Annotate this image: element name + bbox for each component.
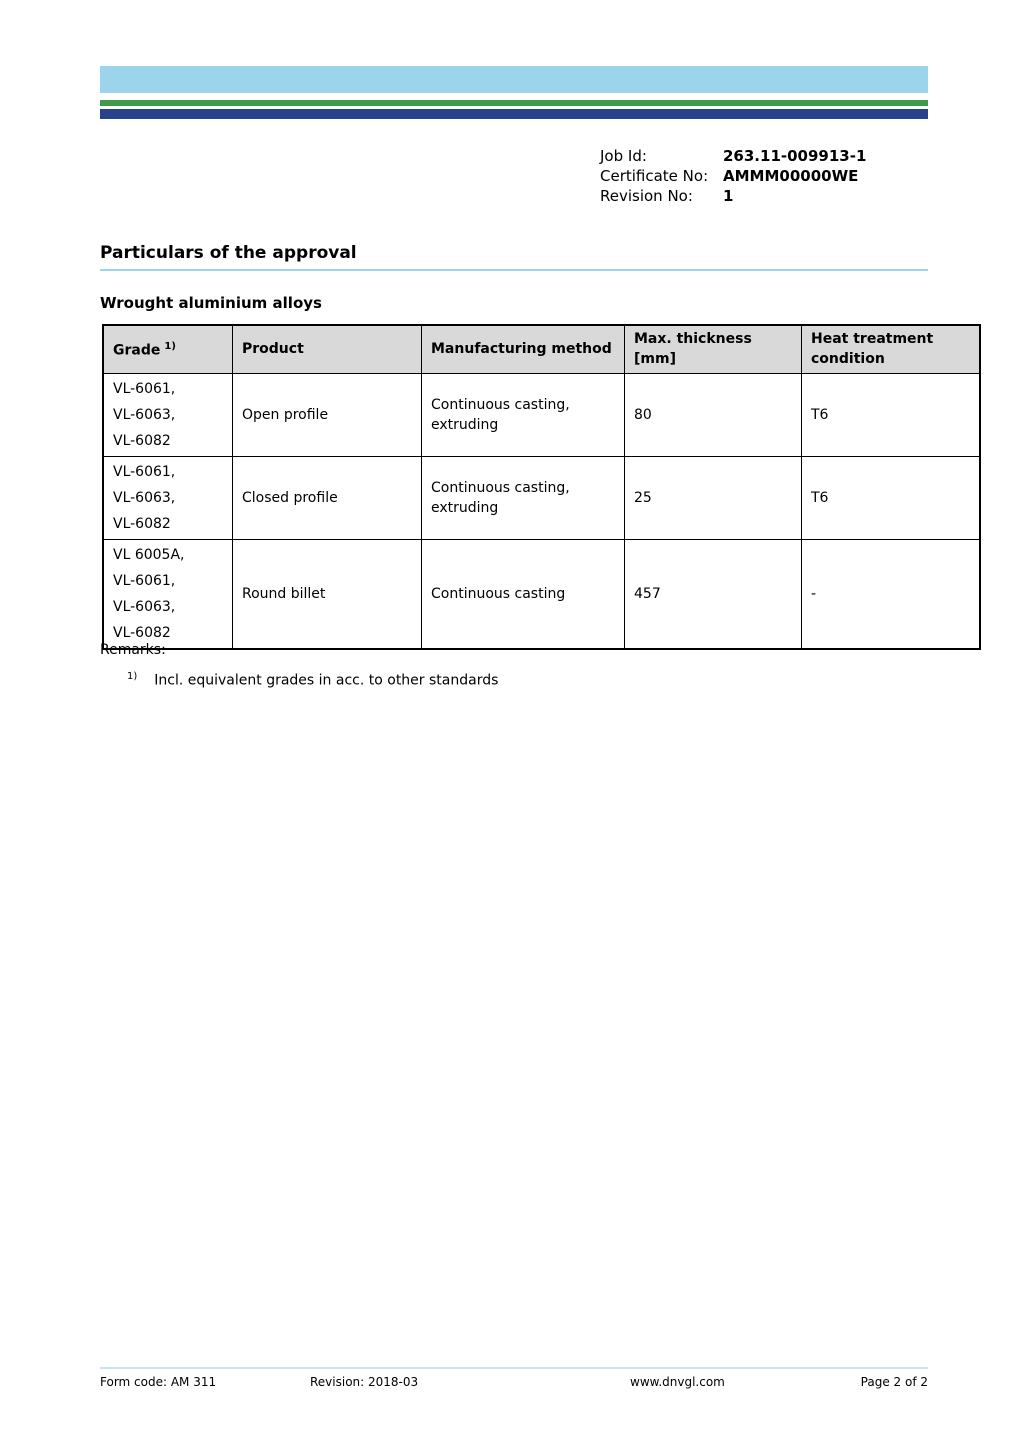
brand-bar-light-blue (100, 66, 928, 93)
grade-line: VL 6005A, (113, 546, 185, 563)
header-heat: Heat treatment condition (802, 325, 981, 373)
cell-grade (103, 456, 233, 539)
page-footer (100, 1367, 928, 1391)
certificate-no-row (600, 166, 866, 186)
header-grade-footnote-marker: 1) (164, 341, 176, 353)
grade-line: VL-6082 (113, 624, 171, 641)
header-thickness: Max. thickness [mm] (625, 325, 802, 373)
table-row (103, 539, 980, 649)
grade-line: VL-6061, (113, 380, 176, 397)
cell-method: Continuous casting (422, 539, 625, 649)
document-info-block (600, 146, 866, 206)
footer-revision: Revision: 2018-03 (310, 1375, 419, 1389)
remark-footnote-marker: 1) (127, 671, 138, 682)
footer-page-number: Page 2 of 2 (860, 1375, 928, 1389)
revision-no-row (600, 186, 866, 206)
cell-product: Round billet (233, 539, 422, 649)
table-row (103, 373, 980, 456)
cell-heat: T6 (802, 456, 981, 539)
grade-line: VL-6063, (113, 489, 176, 506)
cell-heat: - (802, 539, 981, 649)
job-id-label: Job Id: (600, 147, 647, 165)
remarks-section (100, 640, 498, 691)
cell-grade (103, 539, 233, 649)
table-subtitle: Wrought aluminium alloys (100, 294, 322, 312)
grade-line: VL-6063, (113, 598, 176, 615)
certificate-no-label: Certificate No: (600, 167, 709, 185)
revision-no-label: Revision No: (600, 187, 693, 205)
job-id-value: 263.11-009913-1 (723, 147, 867, 165)
header-product: Product (233, 325, 422, 373)
remark-item (100, 667, 498, 691)
header-grade (103, 325, 233, 373)
cell-thickness: 80 (625, 373, 802, 456)
table-row (103, 456, 980, 539)
page-title: Particulars of the approval (100, 243, 928, 271)
remark-text: Incl. equivalent grades in acc. to other standards (154, 672, 499, 689)
certificate-no-value: AMMM00000WE (723, 167, 859, 185)
footer-form-code: Form code: AM 311 (100, 1375, 217, 1389)
cell-grade (103, 373, 233, 456)
grade-line: VL-6082 (113, 515, 171, 532)
cell-thickness: 25 (625, 456, 802, 539)
cell-heat: T6 (802, 373, 981, 456)
brand-bar-dark-blue (100, 109, 928, 119)
cell-thickness: 457 (625, 539, 802, 649)
remarks-label: Remarks: (100, 642, 166, 658)
cell-product: Open profile (233, 373, 422, 456)
revision-no-value: 1 (723, 187, 734, 205)
grade-line: VL-6082 (113, 432, 171, 449)
cell-method: Continuous casting, extruding (422, 456, 625, 539)
header-grade-text: Grade (113, 343, 161, 360)
header-method: Manufacturing method (422, 325, 625, 373)
grade-line: VL-6061, (113, 463, 176, 480)
grade-line: VL-6061, (113, 572, 176, 589)
cell-product: Closed profile (233, 456, 422, 539)
table-header-row (103, 325, 980, 373)
brand-bar-green (100, 100, 928, 106)
grade-line: VL-6063, (113, 406, 176, 423)
cell-method: Continuous casting, extruding (422, 373, 625, 456)
alloy-table (102, 324, 981, 650)
job-id-row (600, 146, 866, 166)
footer-website: www.dnvgl.com (630, 1375, 725, 1389)
